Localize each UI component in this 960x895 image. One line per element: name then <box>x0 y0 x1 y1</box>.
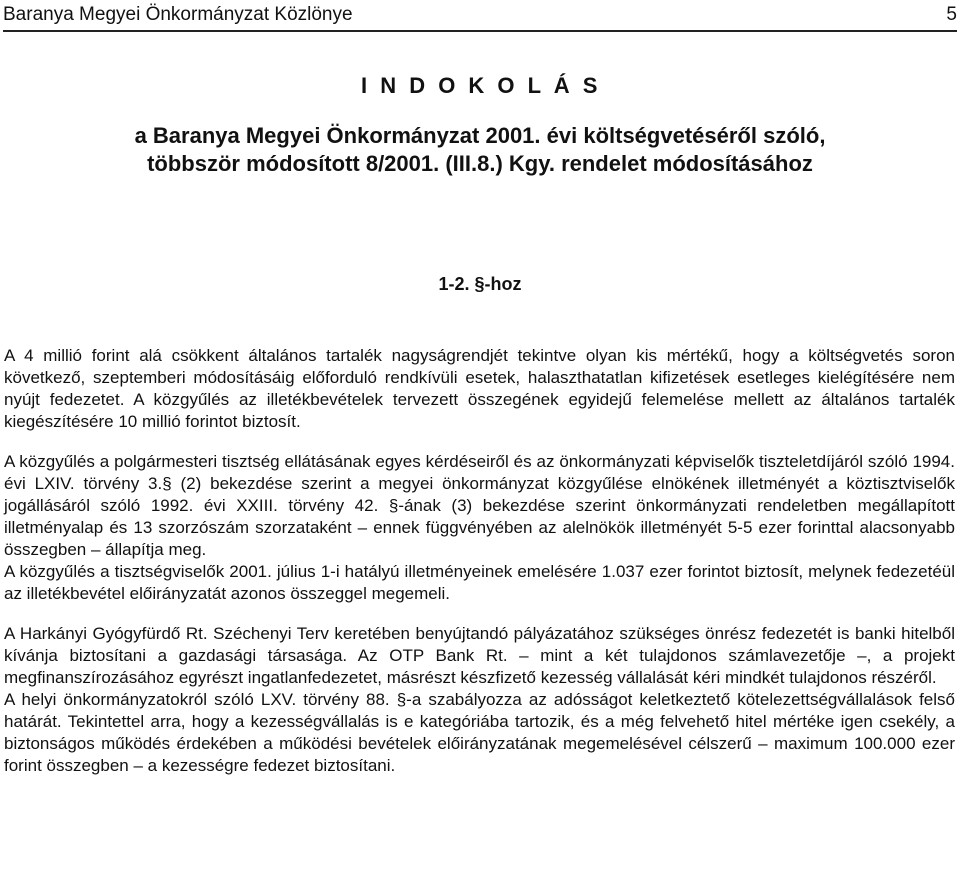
running-header <box>3 4 957 32</box>
title-block <box>0 72 960 178</box>
paragraph-1: A 4 millió forint alá csökkent általános tartalék nagyságrendjét tekintve olyan kis mértékű, hogy a költségvetés soron következő, szeptemberi módosításáig előforduló rendkívüli esetek, halaszthatatlan kifizetések esetleges kielégítésére nem nyújt fedezetet. A közgyűlés az illetékbevételek tervezett összegének egyidejű felemelése mellett az általános tartalék kiegészítésére 10 millió forintot biztosít. <box>4 346 955 431</box>
subtitle-line-2: többször módosított 8/2001. (III.8.) Kgy. rendelet módosításához <box>147 151 813 176</box>
publication-title: Baranya Megyei Önkormányzat Közlönye <box>3 4 353 25</box>
section-heading: 1-2. §-hoz <box>438 274 522 294</box>
subtitle-line-1: a Baranya Megyei Önkormányzat 2001. évi költségvetéséről szóló, <box>134 123 826 148</box>
paragraph-5: A helyi önkormányzatokról szóló LXV. törvény 88. §-a szabályozza az adósságot keletkeztető kötelezettségvállalások felső határát. Tekintettel arra, hogy a kezességvállalás is e kategóriába tartozik, és a még felvehető hitel mértéke igen csekély, a biztonságos működés érdekében a működési bevételek előirányzatának megemelésével célszerű – maximum 100.000 ezer forint összegben – a kezességre fedezet biztosítani. <box>4 690 955 775</box>
paragraph-4: A Harkányi Gyógyfürdő Rt. Széchenyi Terv keretében benyújtandó pályázatához szükséges önrész fedezetét is banki hitelből kívánja biztosítani a gazdasági társasága. Az OTP Bank Rt. – mint a két tulajdonos számlavezetője –, a projekt megfinanszírozásához egyrészt ingatlanfedezetet, másrészt készfizető kezesség vállalását kéri mindkét tulajdonos részéről. <box>4 624 955 687</box>
paragraph-2: A közgyűlés a polgármesteri tisztség ellátásának egyes kérdéseiről és az önkormányzati képviselők tiszteletdíjáról szóló 1994. évi LXIV. törvény 3.§ (2) bekezdése szerint a megyei önkormányzat közgyűlése elnökének illetményét a köztisztviselők jogállásáról szóló 1992. évi XXIII. törvény 42. §-ának (3) bekezdése szerint önkormányzati rendeletben megállapított illetményalap és 13 szorzószám szorzataként – ennek függvényében az alelnökök illetményét 5-5 ezer forinttal alacsonyabb összegben – állapítja meg. <box>4 452 955 559</box>
page-number: 5 <box>946 4 957 25</box>
body-text <box>4 345 955 777</box>
document-subtitle <box>0 122 960 178</box>
document-title: I N D O K O L Á S <box>360 73 601 98</box>
paragraph-3: A közgyűlés a tisztségviselők 2001. július 1-i hatályú illetményeinek emelésére 1.037 ezer forintot biztosít, melynek fedezetéül az illetékbevétel előirányzatát azonos összeggel megemeli. <box>4 562 955 603</box>
